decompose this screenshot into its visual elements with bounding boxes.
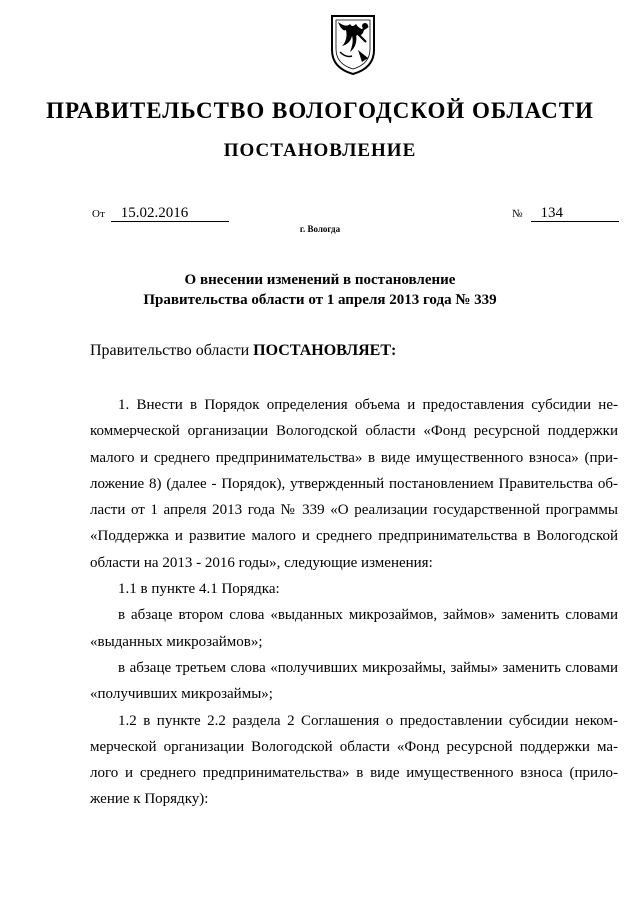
city: г. Вологда [299, 224, 341, 234]
number-field [512, 206, 619, 222]
paragraph-1-1-b: в абзаце третьем слова «получивших микрозаймы, займы» заменить словами «получивших микрозаймы»; [90, 659, 618, 703]
subject-line-2: Правительства области от 1 апреля 2013 года № 339 [143, 292, 497, 308]
document-body [90, 392, 618, 813]
date-label: От [92, 208, 105, 220]
number-label: № [512, 208, 523, 220]
preamble [90, 342, 396, 360]
government-title: ПРАВИТЕЛЬСТВО ВОЛОГОДСКОЙ ОБЛАСТИ [46, 98, 594, 123]
date-field [92, 206, 229, 222]
paragraph-1: 1. Внести в Порядок определения объема и предоставления субсидии не-коммерческой организации Вологодской области «Фонд ресурсной поддержки малого и среднего предпринимательства» в виде имущественного взноса» (при-ложение 8) (далее - Порядок), утвержденный постановлением Правительства об-ласти от 1 апреля 2013 года № 339 «О реализации государственной программы «Поддержка и развитие малого и среднего предпринимательства в Вологодской области на 2013 - 2016 годы», следующие изменения: [90, 397, 618, 571]
subject-line-1: О внесении изменений в постановление [184, 272, 456, 288]
document-subject [0, 270, 640, 310]
document-type: ПОСТАНОВЛЕНИЕ [223, 140, 417, 161]
paragraph-1-1-a: в абзаце втором слова «выданных микрозаймов, займов» заменить словами «выданных микрозаймов»; [90, 607, 618, 650]
preamble-verb: ПОСТАНОВЛЯЕТ: [253, 342, 397, 359]
date-value: 15.02.2016 [111, 206, 229, 222]
number-value: 134 [531, 206, 619, 222]
preamble-lead: Правительство области [90, 342, 250, 359]
paragraph-1-2: 1.2 в пункте 2.2 раздела 2 Соглашения о предоставлении субсидии неком-мерческой организации Вологодской области «Фонд ресурсной поддержки ма-лого и среднего предпринимательства» в виде имущественного взноса (прило-жение к Порядку): [90, 712, 618, 808]
vologda-coat-of-arms-icon [328, 12, 378, 76]
paragraph-1-1: 1.1 в пункте 4.1 Порядка: [118, 581, 280, 598]
